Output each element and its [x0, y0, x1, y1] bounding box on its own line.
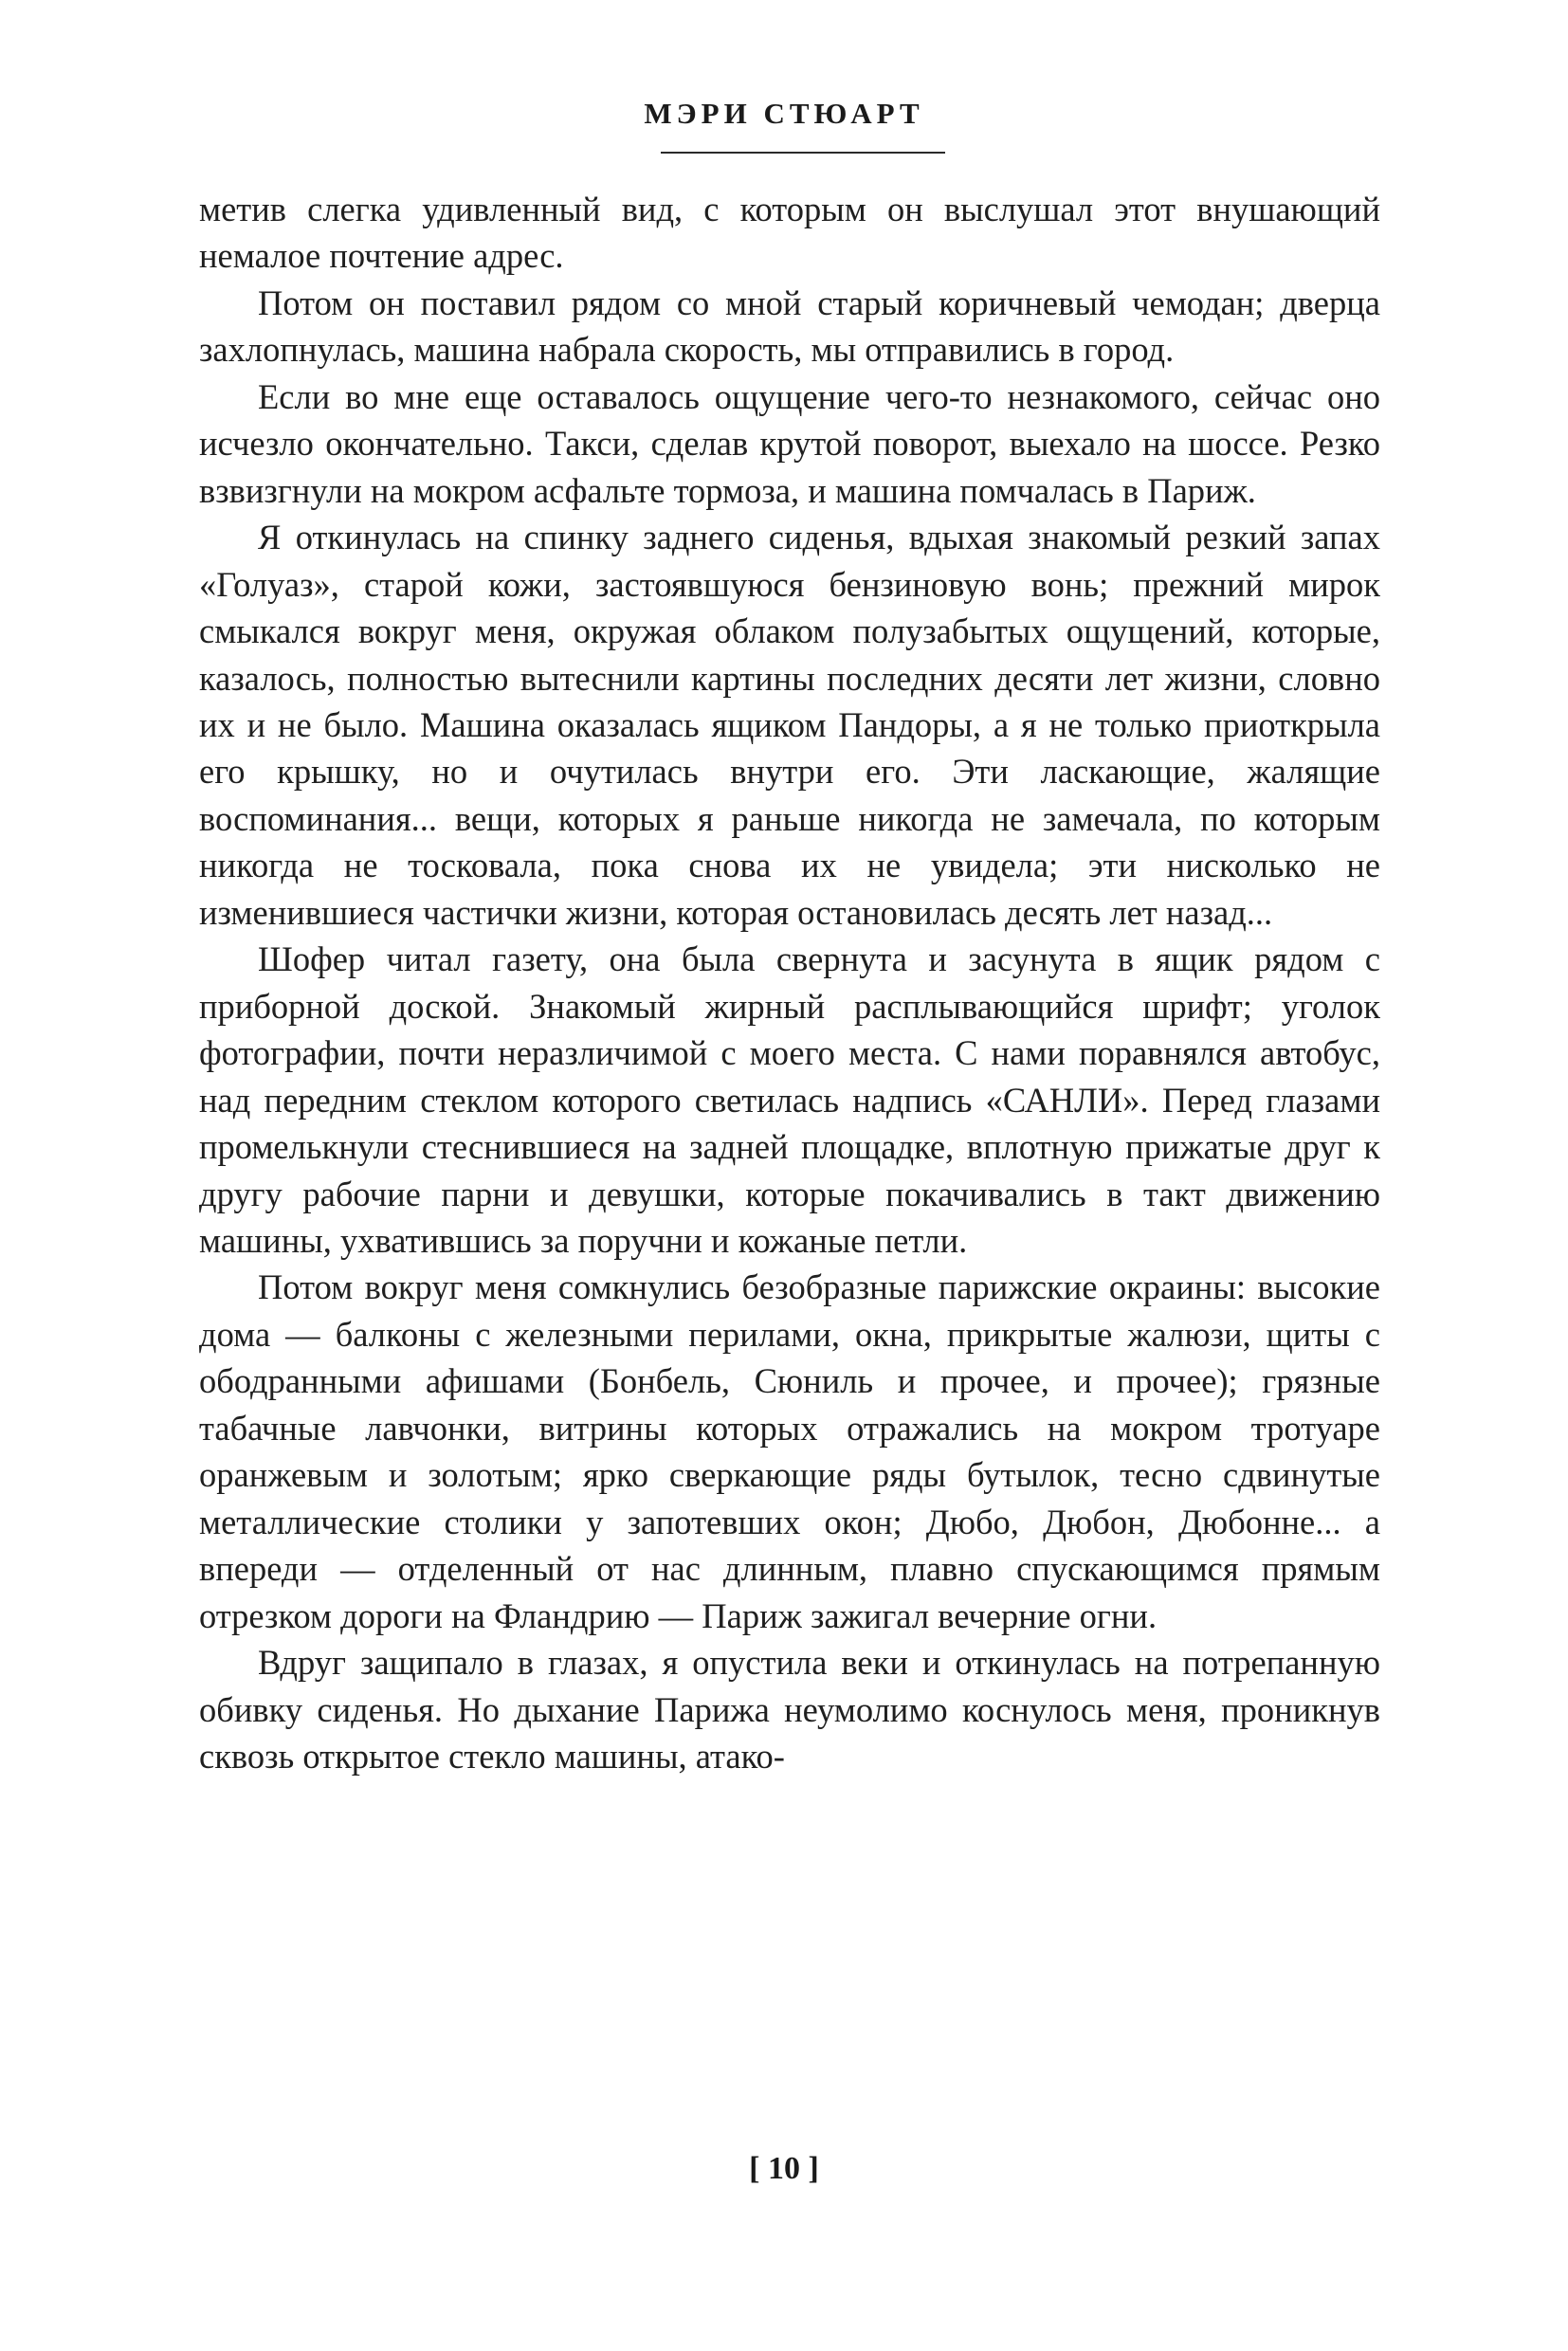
running-title: МЭРИ СТЮАРТ — [644, 97, 924, 130]
paragraph: Потом он поставил рядом со мной старый коричневый чемодан; дверца захлопнулась, машина набрала скорость, мы отправились в город. — [199, 282, 1380, 370]
page-number: [ 10 ] — [749, 2151, 819, 2186]
paragraph: Потом вокруг меня сомкнулись безобразные парижские окраины: высокие дома — балконы с железными перилами, окна, прикрытые жалюзи, щиты с ободранными афишами (Бонбель, Сюниль и прочее, и прочее); грязные табачные лавчонки, витрины которых отражались на мокром тротуаре оранжевым и золотым; ярко сверкающие ряды бутылок, тесно сдвинутые металлические столики у запотевших окон; Дюбо, Дюбон, Дюбонне... а впереди — отделенный от нас длинным, плавно спускающимся прямым отрезком дороги на Фландрию — Париж зажигал вечерние огни. — [199, 1267, 1380, 1635]
paragraph: Вдруг защипало в глазах, я опустила веки и откинулась на потрепанную обивку сиденья. Но дыхание Парижа неумолимо коснулось меня, проникнув сквозь открытое стекло машины, атако- — [199, 1643, 1380, 1776]
header-divider — [661, 152, 945, 154]
paragraph: Если во мне еще оставалось ощущение чего-то незнакомого, сейчас оно исчезло окончательно. Такси, сделав крутой поворот, выехало на шоссе. Резко взвизгнули на мокром асфальте тормоза, и машина помчалась в Париж. — [199, 376, 1380, 510]
paragraph-continued: метив слегка удивленный вид, с которым он выслушал этот внушающий немалое почтение адрес. — [199, 190, 1380, 276]
paragraph: Я откинулась на спинку заднего сиденья, вдыхая знакомый резкий запах «Голуаз», старой кожи, застоявшуюся бензиновую вонь; прежний мирок смыкался вокруг меня, окружая облаком полузабытых ощущений, которые, казалось, полностью вытеснили картины последних десяти лет жизни, словно их и не было. Машина оказалась ящиком Пандоры, а я не только приоткрыла его крышку, но и очутилась внутри его. Эти ласкающие, жалящие воспоминания... вещи, которых я раньше никогда не замечала, по которым никогда не тосковала, пока снова их не увидела; эти нисколько не изменившиеся частички жизни, которая остановилась десять лет назад... — [199, 518, 1380, 932]
body-text — [199, 186, 1380, 1779]
paragraph: Шофер читал газету, она была свернута и засунута в ящик рядом с приборной доской. Знакомый жирный расплывающийся шрифт; уголок фотографии, почти неразличимой с моего места. С нами поравнялся автобус, над передним стеклом которого светилась надпись «САНЛИ». Перед глазами промелькнули стеснившиеся на задней площадке, вплотную прижатые друг к другу рабочие парни и девушки, которые покачивались в такт движению машины, ухватившись за поручни и кожаные петли. — [199, 939, 1380, 1260]
